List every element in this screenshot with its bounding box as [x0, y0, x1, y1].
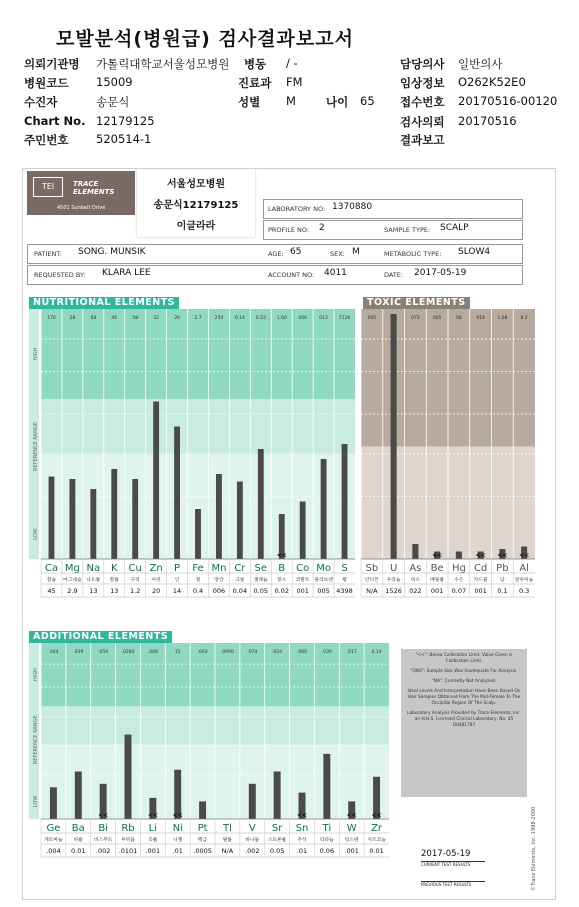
scale-tick-label: 013 [319, 316, 328, 321]
zone-strip [357, 309, 359, 559]
element-value: .001 [145, 847, 161, 855]
account-label: ACCOUNT NO: [268, 271, 315, 279]
value-request-date: 20170516 [458, 114, 517, 128]
lab-address: 4501 Sunbelt Drive [57, 205, 106, 211]
element-value: N/A [366, 587, 378, 595]
element-symbol: As [409, 563, 422, 574]
element-korean-name: 붕소 [277, 578, 287, 583]
scale-tick-label: 7126 [338, 316, 351, 321]
scale-tick-label: 2.7 [194, 316, 202, 321]
element-value: .004 [46, 847, 61, 855]
below-limit-mark: << [371, 812, 382, 819]
scale-tick-label: 005 [432, 316, 442, 321]
element-value: 0.07 [451, 587, 467, 595]
element-korean-name: 알루미늄 [514, 578, 534, 583]
element-symbol: Be [430, 563, 444, 574]
below-limit-mark: << [98, 812, 109, 819]
element-value: 0.04 [232, 587, 248, 595]
element-symbol: Li [148, 823, 158, 834]
element-value: 0.3 [518, 587, 530, 595]
requested-value: KLARA LEE [102, 268, 151, 278]
element-symbol: Mn [211, 563, 227, 574]
element-korean-name: 안티몬 [364, 578, 379, 583]
element-value: 20 [151, 587, 161, 595]
element-korean-name: 코발트 [295, 578, 310, 583]
document-title: 모발분석(병원급) 검사결과보고서 [56, 28, 354, 50]
value-ward: / - [286, 56, 298, 70]
bar [199, 801, 206, 819]
hair-analysis-report [22, 168, 556, 900]
value-chart-no: 12179125 [96, 114, 155, 128]
bar [321, 459, 327, 559]
element-value: .002 [95, 847, 111, 855]
element-value: 45 [47, 587, 56, 595]
current-test-date: 2017-05-19 [421, 849, 471, 859]
scale-tick-label: .0285 [121, 650, 135, 655]
element-value: 0.05 [253, 587, 269, 595]
scale-tick-label: .030 [321, 650, 332, 655]
element-value: .0101 [118, 847, 138, 855]
current-test-label: CURRENT TEST RESULTS [421, 861, 485, 867]
bar [49, 477, 55, 560]
request-box [27, 265, 523, 285]
element-value: 001 [430, 587, 444, 595]
report-header [0, 0, 579, 160]
element-value: .001 [344, 847, 359, 855]
legend-line: Laboratory Analysis Provided by Trace Elements, Inc. an H.H.S. Licensed Clinical Laboratory, No. 45 D0481787 [407, 711, 521, 728]
zone-label: REFERENCE RANGE [33, 422, 39, 471]
legend-line: Ideal Levels And Interpretation Have Been Based On Hair Samples Obtained From The Mid-Female To The Occipital Region Of The Scalp. [407, 689, 521, 706]
legend-box [401, 649, 527, 797]
lab-logo [27, 171, 135, 215]
element-value: 006 [212, 587, 226, 595]
value-sex: M [286, 94, 296, 108]
element-korean-name: 아연 [151, 578, 161, 583]
scale-tick-label: 58 [132, 316, 139, 321]
element-symbol: Hg [451, 563, 466, 574]
element-symbol: Sb [365, 563, 379, 574]
profile-label: PROFILE NO: [268, 226, 310, 234]
scale-tick-label: .008 [147, 650, 158, 655]
element-korean-name: 지르코늄 [367, 838, 386, 843]
below-limit-mark: << [519, 552, 530, 559]
lab-no-box [263, 199, 523, 219]
additional-header: ADDITIONAL ELEMENTS [29, 631, 172, 643]
label-age: 나이 [326, 95, 349, 109]
additional-chart [29, 643, 391, 865]
element-value: 0.02 [274, 587, 289, 595]
bar [153, 402, 159, 560]
label-clinical-info: 임상정보 [400, 76, 445, 90]
element-value: 001 [474, 587, 487, 595]
toxic-header: TOXIC ELEMENTS [363, 297, 470, 309]
scale-tick-label: 8.2 [520, 316, 528, 321]
element-value: 0.06 [319, 847, 335, 855]
bar [75, 771, 82, 819]
element-symbol: Rb [121, 823, 135, 834]
element-korean-name: 인 [174, 578, 180, 583]
scale-tick-label: 0.53 [255, 316, 266, 321]
element-korean-name: 철 [195, 578, 201, 583]
bar [237, 482, 243, 560]
element-korean-name: 텅스텐 [344, 838, 359, 843]
element-symbol: U [389, 563, 398, 574]
scale-tick-label: .0090 [220, 650, 234, 655]
element-korean-name: 몰리브덴 [314, 578, 333, 583]
zone-label: HIGH [33, 668, 39, 682]
element-symbol: Cd [473, 563, 488, 574]
element-value: 13 [89, 587, 98, 595]
below-limit-mark: << [497, 552, 508, 559]
scale-tick-label: .017 [346, 650, 357, 655]
bar [174, 427, 180, 560]
element-value: 001 [296, 587, 309, 595]
value-patient: 송문식 [96, 95, 130, 109]
scale-tick-label: 68 [90, 316, 97, 321]
element-symbol: Zn [149, 563, 163, 574]
element-symbol: Ti [322, 823, 332, 834]
legend-line: "NA": Currently Not Analyzed. [431, 679, 497, 684]
value-age: 65 [360, 94, 375, 108]
bar [274, 771, 281, 819]
below-limit-mark: << [475, 552, 486, 559]
element-symbol: Sr [271, 823, 283, 834]
date-value: 2017-05-19 [414, 268, 467, 278]
element-value: 005 [317, 587, 330, 595]
element-korean-name: 리튬 [148, 838, 158, 843]
element-symbol: Al [519, 563, 529, 574]
patient-label: PATIENT: [34, 250, 62, 258]
element-symbol: Na [86, 563, 101, 574]
scale-tick-label: 0.14 [234, 316, 245, 321]
element-korean-name: 셀레늄 [253, 578, 268, 583]
label-ward: 병동 [244, 57, 267, 71]
scale-tick-label: .059 [98, 650, 109, 655]
scale-tick-label: 28 [69, 316, 76, 321]
bar [216, 474, 222, 559]
below-limit-mark: << [172, 812, 183, 819]
account-value: 4011 [324, 268, 347, 278]
label-result-report: 결과보고 [400, 133, 445, 147]
bar [195, 509, 201, 559]
element-value: .01 [296, 847, 308, 855]
zone-label: LOW [33, 795, 39, 808]
scale-tick-label: 32 [153, 316, 160, 321]
profile-box [263, 220, 523, 240]
element-korean-name: 크롬 [235, 578, 245, 583]
element-symbol: Cr [234, 563, 246, 574]
bar [391, 314, 397, 559]
age-value: 65 [290, 247, 302, 257]
sex-label: SEX: [330, 250, 345, 258]
bar [323, 754, 330, 819]
element-value: .0005 [193, 847, 212, 855]
bar [258, 449, 264, 559]
bar [132, 479, 138, 559]
lab-logo-text: TRACE ELEMENTS [73, 180, 115, 196]
value-requesting-institution: 가톨릭대학교서울성모병원 [96, 57, 230, 71]
bar [69, 479, 75, 559]
element-korean-name: 루비듐 [121, 838, 135, 843]
scale-tick-label: 46 [111, 316, 118, 321]
element-symbol: Cu [128, 563, 142, 574]
zone-label: REFERENCE RANGE [33, 715, 39, 765]
element-value: 14 [172, 587, 182, 595]
sex-value: M [352, 247, 360, 257]
element-symbol: V [248, 823, 256, 834]
element-symbol: W [346, 823, 357, 834]
element-korean-name: 나트륨 [86, 578, 101, 583]
below-limit-mark: << [296, 812, 308, 819]
element-symbol: Bi [98, 823, 108, 834]
element-symbol: Mo [316, 563, 331, 574]
date-label: DATE: [384, 271, 404, 279]
element-korean-name: 스트론튬 [267, 838, 287, 843]
element-korean-name: 티타늄 [319, 838, 334, 843]
scale-tick-label: 1.60 [276, 316, 287, 321]
label-hospital-code: 병원코드 [24, 76, 69, 90]
scale-tick-label: .074 [247, 650, 258, 655]
element-symbol: P [174, 563, 181, 574]
element-value: 0.01 [369, 847, 384, 855]
nutritional-header: NUTRITIONAL ELEMENTS [29, 297, 179, 309]
label-patient: 수진자 [24, 95, 58, 109]
element-value: 1.2 [130, 587, 141, 595]
sample-type-label: SAMPLE TYPE: [384, 226, 431, 234]
element-korean-name: 망간 [214, 578, 224, 583]
bar [412, 544, 418, 559]
element-symbol: Zr [371, 823, 383, 834]
value-hospital-code: 15009 [96, 75, 133, 89]
toxic-chart [357, 309, 537, 601]
label-chart-no: Chart No. [24, 114, 86, 128]
label-request-date: 검사의뢰 [400, 115, 445, 129]
bar [50, 787, 57, 819]
scale-tick-label: 0.14 [371, 650, 382, 655]
element-korean-name: 구리 [130, 578, 140, 583]
element-korean-name: 칼슘 [46, 578, 57, 583]
scale-tick-label: .044 [48, 650, 59, 655]
profile-value: 2 [319, 223, 325, 233]
patient-value: SONG. MUNSIK [78, 247, 146, 257]
hospital-name: 서울성모병원 [167, 179, 225, 190]
element-symbol: Mg [64, 563, 80, 574]
scale-tick-label: 1.08 [497, 316, 508, 321]
bar [300, 502, 306, 560]
previous-test-label: PREVIOUS TEST RESULTS [421, 881, 485, 887]
requested-label: REQUESTED BY: [34, 271, 86, 279]
hospital-patient-id: 송문식12179125 [153, 200, 239, 211]
hospital-sticker [137, 169, 255, 237]
element-symbol: Ni [172, 823, 183, 834]
element-symbol: K [110, 563, 118, 574]
legend-line: "<<": Below Calibration Limit. Value Given is Calibration Limit. [415, 653, 513, 664]
element-symbol: Tl [222, 823, 232, 834]
element-symbol: Pt [197, 823, 208, 834]
element-korean-name: 칼륨 [109, 578, 119, 583]
label-receipt-no: 접수번호 [400, 95, 445, 109]
bar [249, 784, 256, 819]
element-value: 0.05 [269, 847, 285, 855]
scale-tick-label: 005 [367, 316, 377, 321]
hospital-doctor: 이글라라 [176, 221, 216, 232]
element-korean-name: 비소 [410, 578, 421, 583]
element-korean-name: 주석 [297, 838, 307, 843]
scale-tick-label: .060 [296, 650, 308, 655]
element-symbol: Sn [295, 823, 309, 834]
zone-label: LOW [33, 528, 39, 540]
element-symbol: Pb [496, 563, 509, 574]
nutritional-chart [29, 309, 357, 601]
metabolic-value: SLOW4 [458, 247, 491, 257]
patient-box [27, 244, 523, 264]
age-label: AGE: [268, 250, 284, 258]
element-korean-name: 베릴륨 [430, 578, 445, 583]
copyright-text: ©Trace Elements, Inc. 1998-2000 [531, 806, 537, 891]
element-korean-name: 바나듐 [245, 838, 260, 843]
element-korean-name: 비스무트 [93, 838, 113, 843]
element-korean-name: 니켈 [173, 838, 183, 843]
value-resident-no: 520514-1 [96, 132, 152, 146]
element-value: 0.01 [71, 847, 86, 855]
element-value: 13 [110, 587, 119, 595]
element-symbol: Ba [71, 823, 85, 834]
element-korean-name: 납 [500, 578, 505, 583]
element-symbol: Fe [192, 563, 204, 574]
element-symbol: Ca [44, 563, 59, 574]
element-korean-name: 바륨 [73, 838, 83, 843]
element-value: .01 [172, 847, 183, 855]
label-department: 진료과 [238, 76, 272, 90]
scale-tick-label: .003 [197, 650, 208, 655]
scale-tick-label: 170 [47, 316, 56, 321]
scale-tick-label: 006 [298, 316, 307, 321]
scale-tick-label: 073 [411, 316, 420, 321]
label-requesting-institution: 의뢰기관명 [24, 57, 80, 71]
bar [342, 444, 348, 559]
element-value: N/A [221, 847, 234, 855]
bar [456, 552, 462, 560]
lab-no-value: 1370880 [332, 202, 373, 212]
zone-band [41, 309, 355, 399]
value-department: FM [286, 75, 303, 89]
element-symbol: Ge [46, 823, 61, 834]
element-value: 4398 [336, 587, 353, 595]
scale-tick-label: 018 [476, 316, 485, 321]
bar [125, 735, 132, 819]
element-korean-name: 우라늄 [386, 578, 401, 583]
element-korean-name: 수은 [454, 578, 464, 583]
element-value: 0.1 [497, 587, 508, 595]
scale-tick-label: .039 [73, 650, 84, 655]
element-value: .002 [245, 847, 260, 855]
sample-type-value: SCALP [440, 223, 469, 233]
bar [111, 469, 117, 559]
tei-logo-mark: TEI [33, 177, 63, 197]
zone-label: HIGH [33, 347, 39, 361]
bar [90, 489, 96, 559]
label-resident-no: 주민번호 [24, 133, 69, 147]
element-korean-name: 탈륨 [222, 838, 233, 843]
lab-no-label: LABORATORY NO: [268, 205, 326, 213]
element-value: 1526 [385, 587, 402, 595]
element-value: 2.9 [67, 587, 78, 595]
below-limit-mark: << [276, 552, 287, 559]
below-limit-mark: << [346, 812, 357, 819]
scale-tick-label: 15 [174, 650, 181, 655]
label-doctor: 담당의사 [400, 57, 445, 71]
element-korean-name: 게르마늄 [44, 838, 63, 843]
element-value: 0.4 [192, 587, 204, 595]
element-value: 022 [409, 587, 422, 595]
value-doctor: 일반의사 [458, 57, 503, 71]
element-symbol: Se [254, 563, 268, 574]
element-korean-name: 카드뮴 [473, 578, 488, 583]
element-korean-name: 백금 [197, 838, 208, 843]
header-row-1 [24, 56, 80, 72]
element-korean-name: 마그네슘 [63, 578, 82, 583]
element-symbol: Co [296, 563, 310, 574]
metabolic-label: METABOLIC TYPE: [384, 250, 442, 258]
element-symbol: S [341, 563, 348, 574]
label-sex: 성별 [238, 95, 261, 109]
scale-tick-label: 250 [214, 316, 224, 321]
below-limit-mark: << [432, 552, 443, 559]
value-receipt-no: 20170516-00120 [458, 94, 558, 108]
value-clinical-info: O262K52E0 [458, 75, 526, 89]
scale-tick-label: 26 [174, 316, 180, 321]
legend-line: "QNS": Sample Size Was Inadequate For Analysis. [410, 669, 518, 674]
zone-band [41, 399, 355, 454]
element-symbol: B [278, 563, 286, 574]
below-limit-mark: << [147, 812, 158, 819]
element-korean-name: 황 [342, 578, 347, 583]
scale-tick-label: .024 [272, 650, 283, 655]
scale-tick-label: 08 [456, 316, 462, 321]
